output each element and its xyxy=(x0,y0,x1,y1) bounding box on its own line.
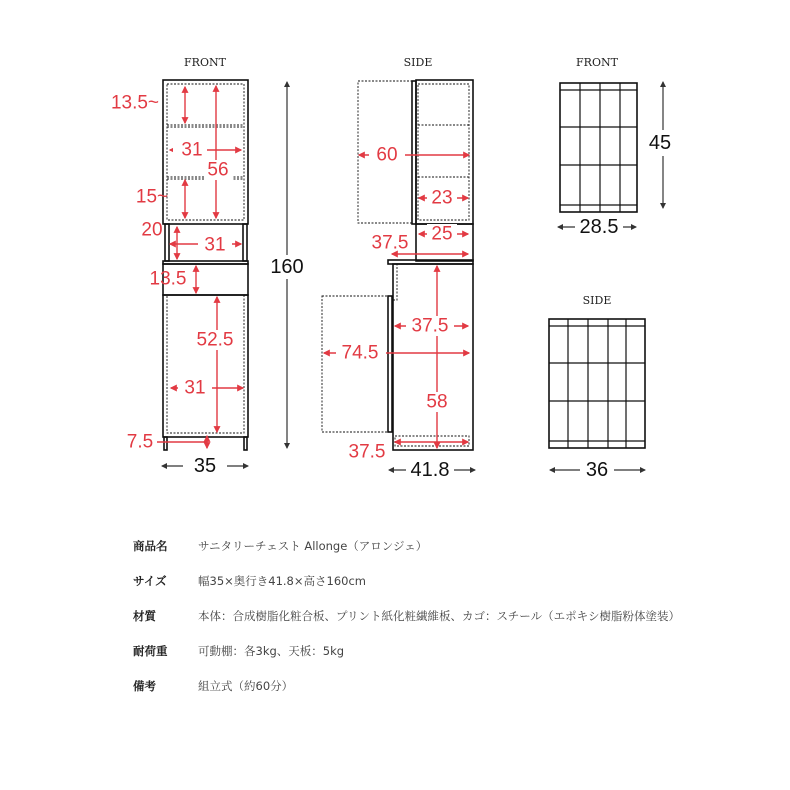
dim-basket-depth: 36 xyxy=(585,459,609,481)
cabinet-front-view xyxy=(111,56,304,477)
spec-value: 組立式（約60分） xyxy=(198,679,294,693)
spec-label: サイズ xyxy=(133,574,167,588)
dim-upper-door-swing: 60 xyxy=(376,144,398,166)
spec-row-material xyxy=(133,607,693,625)
dim-basket-height: 45 xyxy=(648,132,672,154)
dim-top-depth: 37.5 xyxy=(371,232,409,254)
dim-mid-shelf: 15~ xyxy=(135,186,169,208)
basket-front-title: FRONT xyxy=(576,56,618,69)
spec-value: 可動棚：各3kg、天板：5kg xyxy=(198,644,345,658)
spec-row-size xyxy=(133,572,693,590)
spec-label: 備考 xyxy=(133,679,156,693)
dim-upper-height: 56 xyxy=(207,159,229,181)
dim-open-width: 31 xyxy=(204,234,226,256)
basket-side-view xyxy=(549,294,645,481)
dim-lower-height: 58 xyxy=(426,391,448,413)
spec-value: 本体：合成樹脂化粧合板、プリント紙化粧繊維板、カゴ：スチール（エポキシ樹脂粉体塗装） xyxy=(198,609,680,623)
front-title: FRONT xyxy=(184,56,226,69)
dim-basket-width: 28.5 xyxy=(579,216,619,238)
side-title: SIDE xyxy=(403,56,433,69)
spec-value: サニタリーチェスト Allonge（アロンジェ） xyxy=(198,539,428,553)
spec-label: 耐荷重 xyxy=(133,644,168,658)
dim-lower-height: 52.5 xyxy=(196,329,234,351)
cabinet-side-view xyxy=(322,56,475,482)
spec-row-name xyxy=(133,537,693,555)
spec-label: 材質 xyxy=(133,609,156,623)
spec-row-load xyxy=(133,642,693,660)
dim-lower-width: 31 xyxy=(184,377,206,399)
spec-table xyxy=(133,537,693,712)
dim-lower-depth: 37.5 xyxy=(411,315,449,337)
dim-drawer-height: 13.5 xyxy=(149,268,187,290)
spec-value: 幅35×奥行き41.8×高さ160cm xyxy=(198,574,366,588)
dim-shelf-depth: 23 xyxy=(431,187,453,209)
dim-leg-height: 7.5 xyxy=(126,431,154,453)
dim-top-shelf: 13.5~ xyxy=(110,92,160,114)
dim-shelf-width: 31 xyxy=(181,139,203,161)
spec-row-notes xyxy=(133,677,693,695)
basket-front-view xyxy=(558,56,678,239)
dim-total-width: 35 xyxy=(193,455,217,477)
dim-bottom-depth: 37.5 xyxy=(348,441,386,463)
dim-total-height: 160 xyxy=(270,256,304,278)
dim-total-depth: 41.8 xyxy=(410,459,450,481)
dim-open-height: 20 xyxy=(141,219,163,241)
dim-open-depth: 25 xyxy=(431,223,453,245)
dim-lower-door-swing: 74.5 xyxy=(341,342,379,364)
basket-side-title: SIDE xyxy=(582,294,612,307)
spec-label: 商品名 xyxy=(133,539,168,553)
